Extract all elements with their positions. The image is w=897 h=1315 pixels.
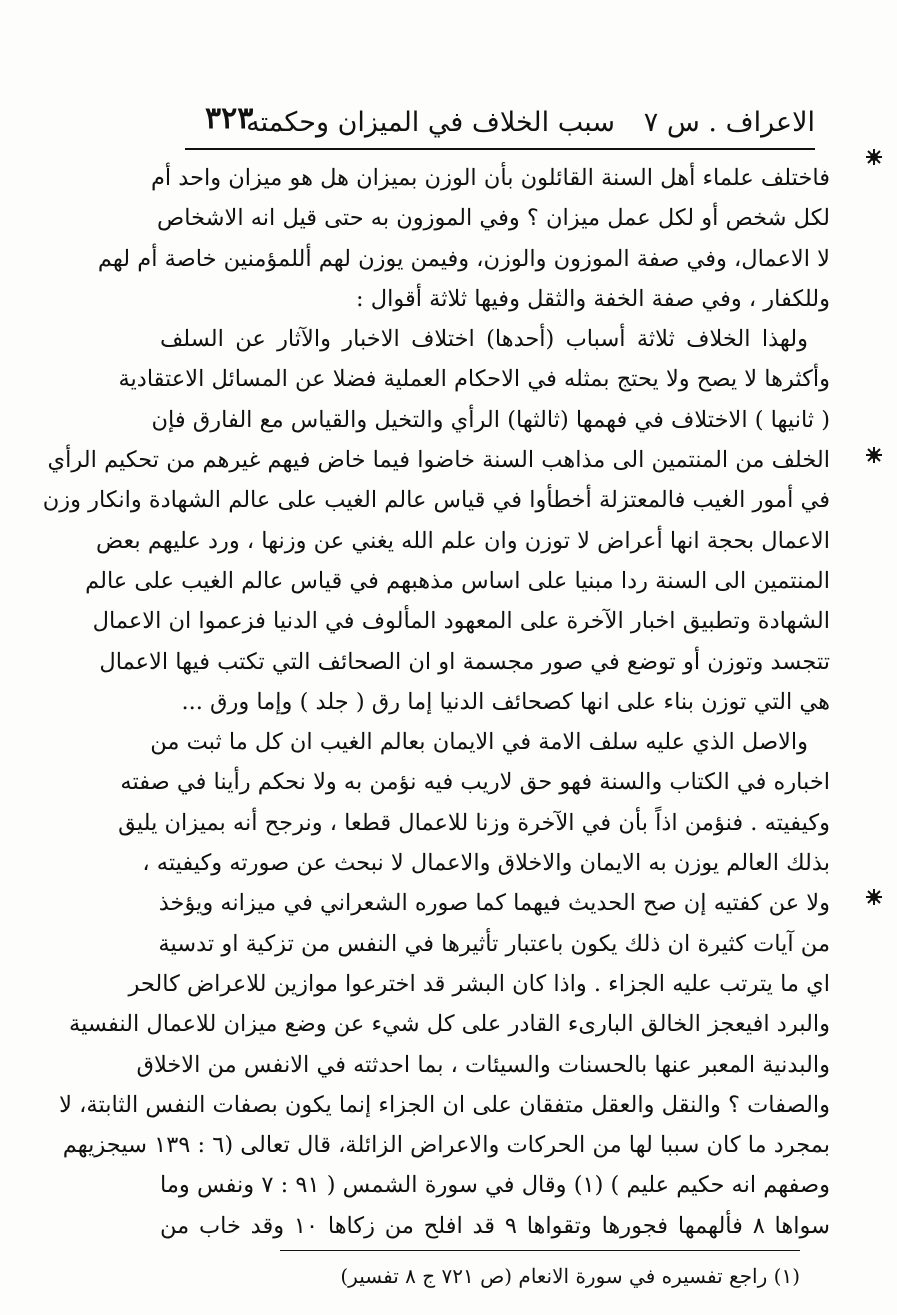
text-line: هي التي توزن بناء على انها كصحائف الدنيا إما رق ( جلد ) وإما ورق ...	[181, 688, 830, 715]
text-line: الاعمال بحجة انها أعراض لا توزن وان علم الله يغني عن وزنها ، ورد عليهم بعض	[95, 527, 830, 554]
asterisk-ornament-icon	[865, 148, 883, 166]
text-line: والاصل الذي عليه سلف الامة في الايمان بعالم الغيب ان كل ما ثبت من	[150, 729, 808, 756]
text-line: لا الاعمال، وفي صفة الموزون والوزن، وفيمن يوزن لهم أللمؤمنين خاصة أم لهم	[97, 245, 830, 272]
text-line: فاختلف علماء أهل السنة القائلون بأن الوزن بميزان هل هو ميزان واحد أم	[150, 165, 830, 191]
text-line: المنتمين الى السنة ردا مبنيا على اساس مذهبهم في قياس عالم الغيب على عالم	[85, 567, 830, 594]
text-line: بمجرد ما كان سببا لها من الحركات والاعراض الزائلة، قال تعالى (٦ : ١٣٩ سيجزيهم	[62, 1132, 830, 1159]
text-line: اي ما يترتب عليه الجزاء . واذا كان البشر قد اخترعوا موازين للاعراض كالحر	[128, 970, 830, 997]
text-line: سواها ٨ فألهمها فجورها وتقواها ٩ قد افلح من زكاها ١٠ وقد خاب من	[160, 1212, 831, 1239]
page-number: ٣٢٣	[205, 101, 254, 136]
text-line: بذلك العالم يوزن به الايمان والاخلاق والاعمال لا نبحث عن صورته وكيفيته ،	[142, 850, 830, 877]
running-title-section: سبب الخلاف في الميزان وحكمته	[246, 107, 615, 138]
text-line: في أمور الغيب فالمعتزلة أخطأوا في قياس عالم الغيب على عالم الشهادة وانكار وزن	[42, 487, 830, 514]
text-line: والبدنية المعبر عنها بالحسنات والسيئات ، بما احدثته في الانفس من الاخلاق	[136, 1051, 830, 1078]
header-divider	[185, 148, 815, 150]
text-line: ولهذا الخلاف ثلاثة أسباب (أحدها) اختلاف الاخبار والآثار عن السلف	[160, 326, 808, 353]
text-line: وللكفار ، وفي صفة الخفة والثقل وفيها ثلاثة أقوال :	[356, 285, 830, 312]
footnote: (١) راجع تفسيره في سورة الانعام (ص ٧٢١ ج ٨ تفسير)	[340, 1264, 800, 1288]
asterisk-ornament-icon	[865, 446, 883, 464]
page-header	[185, 102, 815, 144]
text-line: وصفهم انه حكيم عليم ) (١) وقال في سورة الشمس ( ٩١ : ٧ ونفس وما	[160, 1172, 830, 1199]
text-line: من آيات كثيرة ان ذلك يكون باعتبار تأثيرها في النفس من تزكية او تدسية	[158, 930, 830, 957]
text-line: والصفات ؟ والنقل والعقل متفقان على ان الجزاء إنما يكون بصفات النفس الثابتة، لا	[59, 1091, 830, 1118]
running-title-surah: الاعراف . س ٧	[643, 107, 815, 138]
body-text	[42, 158, 831, 1246]
text-line: وكيفيته . فنؤمن اذاً بأن في الآخرة وزنا للاعمال قطعا ، ونرجح أنه بميزان يليق	[118, 809, 830, 836]
asterisk-ornament-icon	[865, 888, 883, 906]
footnote-divider	[280, 1250, 800, 1251]
text-line: وأكثرها لا يصح ولا يحتج بمثله في الاحكام العملية فضلا عن المسائل الاعتقادية	[118, 366, 830, 393]
text-line: تتجسد وتوزن أو توضع في صور مجسمة او ان الصحائف التي تكتب فيها الاعمال	[99, 648, 830, 675]
text-line: والبرد افيعجز الخالق البارىء القادر على كل شيء عن وضع ميزان للاعمال النفسية	[69, 1011, 830, 1038]
text-line: اخباره في الكتاب والسنة فهو حق لاريب فيه نؤمن به ولا نحكم رأينا في صفته	[120, 769, 830, 796]
text-line: الخلف من المنتمين الى مذاهب السنة خاضوا فيما خاض فيهم غيرهم من تحكيم الرأي	[47, 447, 830, 474]
text-line: لكل شخص أو لكل عمل ميزان ؟ وفي الموزون به حتى قيل انه الاشخاص	[157, 205, 830, 232]
text-line: ( ثانيها ) الاختلاف في فهمها (ثالثها) الرأي والتخيل والقياس مع الفارق فإن	[151, 406, 830, 433]
text-line: الشهادة وتطبيق اخبار الآخرة على المعهود المألوف في الدنيا فزعموا ان الاعمال	[92, 608, 830, 635]
text-line: ولا عن كفتيه إن صح الحديث فيهما كما صوره الشعراني في ميزانه ويؤخذ	[158, 890, 830, 917]
